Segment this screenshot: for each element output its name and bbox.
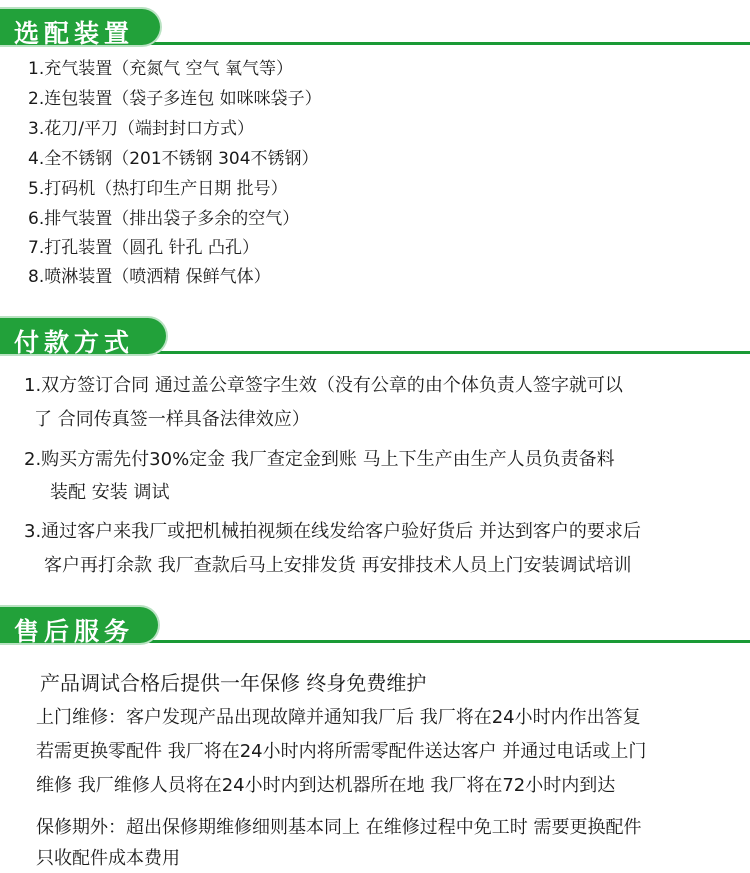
config-item: 8.喷淋装置（喷洒精 保鲜气体） bbox=[28, 267, 271, 287]
aftersales-line: 保修期外：超出保修期维修细则基本同上 在维修过程中免工时 需要更换配件 bbox=[36, 817, 642, 838]
config-item: 7.打孔装置（圆孔 针孔 凸孔） bbox=[28, 238, 260, 258]
header-tab bbox=[0, 316, 168, 356]
config-item: 5.打码机（热打印生产日期 批号） bbox=[28, 179, 288, 199]
payment-line: 2.购买方需先付30%定金 我厂查定金到账 马上下生产由生产人员负责备料 bbox=[24, 449, 615, 470]
section-title-aftersales: 售后服务 bbox=[14, 617, 135, 646]
payment-line: 1.双方签订合同 通过盖公章签字生效（没有公章的由个体负责人签字就可以 bbox=[24, 375, 623, 396]
header-tab bbox=[0, 605, 160, 645]
payment-line: 了 合同传真签一样具备法律效应） bbox=[34, 409, 310, 430]
config-item: 1.充气装置（充氮气 空气 氧气等） bbox=[28, 59, 294, 79]
aftersales-line: 维修 我厂维修人员将在24小时内到达机器所在地 我厂将在72小时内到达 bbox=[36, 775, 616, 796]
section-header-payment bbox=[0, 316, 750, 360]
aftersales-line: 只收配件成本费用 bbox=[36, 848, 180, 869]
payment-line: 客户再打余款 我厂查款后马上安排发货 再安排技术人员上门安装调试培训 bbox=[44, 555, 632, 576]
config-item: 2.连包装置（袋子多连包 如咪咪袋子） bbox=[28, 89, 322, 109]
aftersales-line: 若需更换零配件 我厂将在24小时内将所需零配件送达客户 并通过电话或上门 bbox=[36, 741, 647, 762]
payment-line: 3.通过客户来我厂或把机械拍视频在线发给客户验好货后 并达到客户的要求后 bbox=[24, 521, 641, 542]
aftersales-line: 上门维修：客户发现产品出现故障并通知我厂后 我厂将在24小时内作出答复 bbox=[36, 707, 641, 728]
section-header-aftersales bbox=[0, 605, 750, 649]
section-title-config: 选配装置 bbox=[14, 19, 135, 48]
section-header-config bbox=[0, 7, 750, 51]
config-item: 3.花刀/平刀（端封封口方式） bbox=[28, 119, 254, 139]
payment-line: 装配 安装 调试 bbox=[50, 482, 170, 503]
config-item: 4.全不锈钢（201不锈钢 304不锈钢） bbox=[28, 149, 319, 169]
aftersales-headline: 产品调试合格后提供一年保修 终身免费维护 bbox=[40, 671, 427, 695]
section-title-payment: 付款方式 bbox=[14, 328, 135, 357]
header-tab bbox=[0, 7, 162, 47]
config-item: 6.排气装置（排出袋子多余的空气） bbox=[28, 209, 300, 229]
